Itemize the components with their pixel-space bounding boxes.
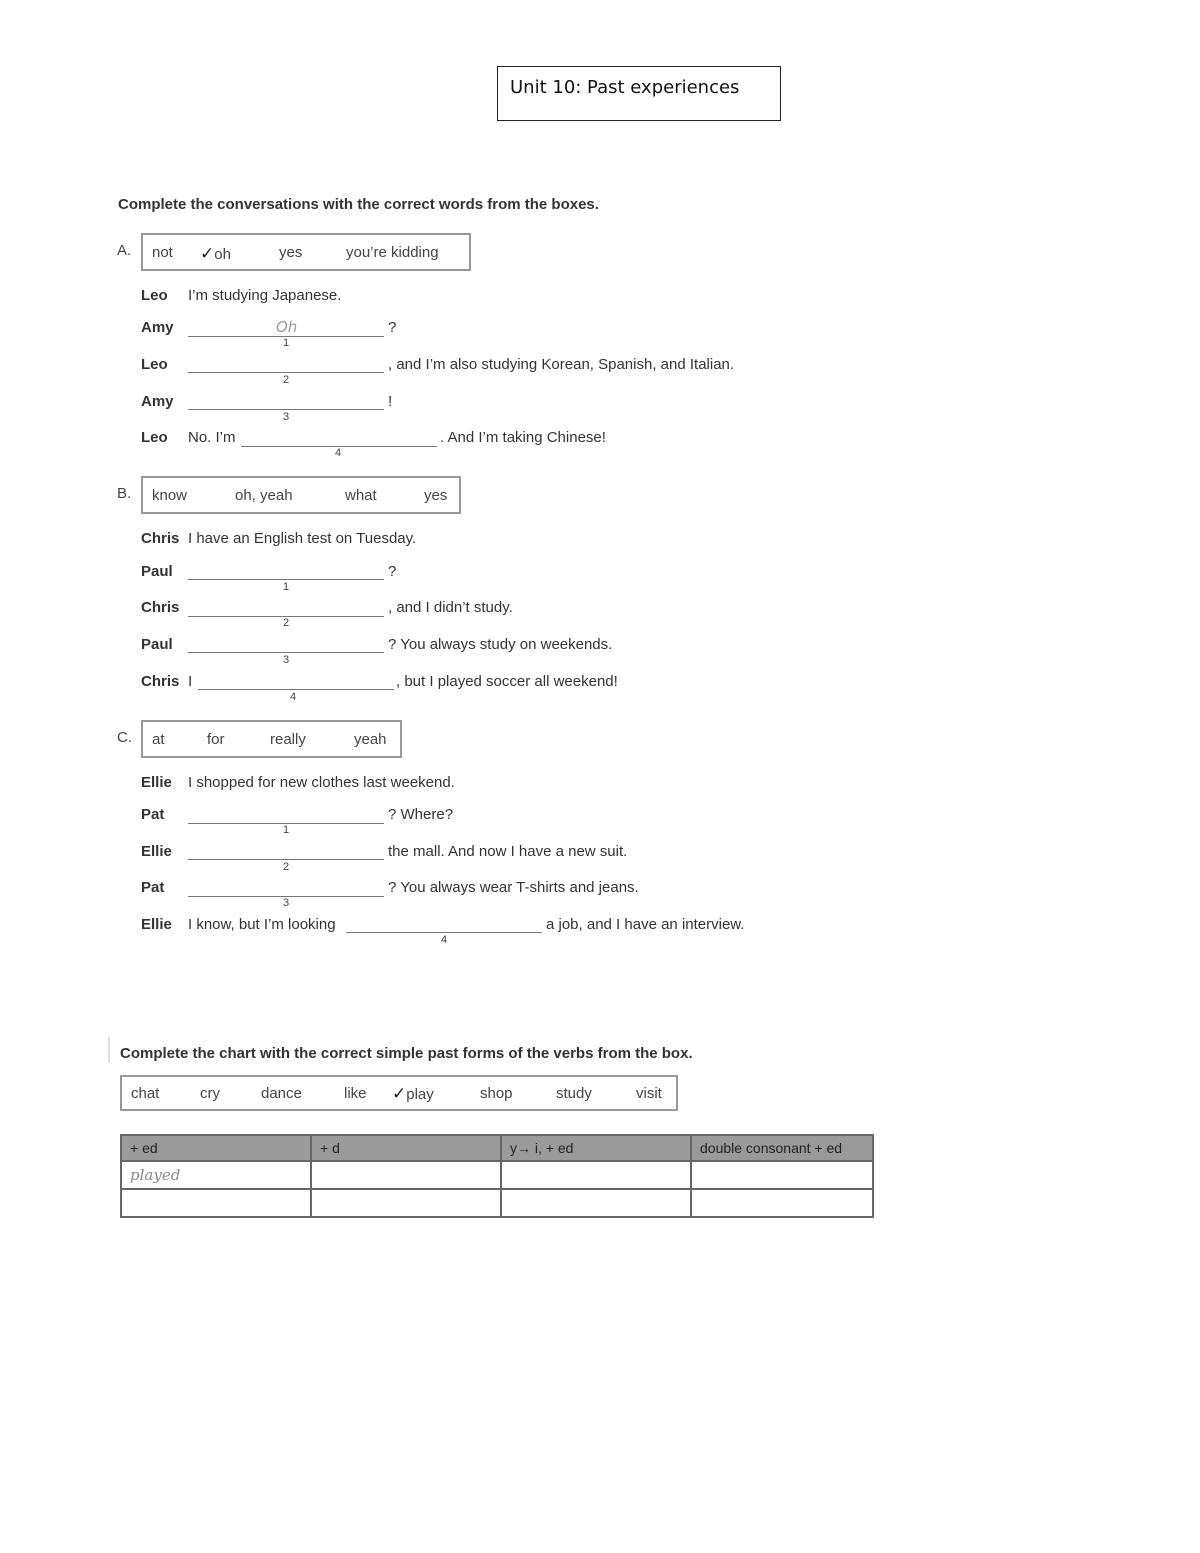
table-cell[interactable] [501,1189,691,1217]
answer-blank[interactable] [188,371,384,373]
table-cell[interactable]: played [121,1161,311,1189]
dialogue-text: a job, and I have an interview. [546,916,745,933]
example-answer: Oh [276,318,298,336]
answer-blank[interactable] [188,651,384,653]
dialogue-text: . And I’m taking Chinese! [440,429,606,446]
word-box-item: dance [261,1085,302,1102]
blank-number: 1 [283,581,290,593]
table-cell[interactable] [691,1189,873,1217]
dialogue-text: No. I’m [188,429,236,446]
section-a-letter: A. [117,242,132,259]
dialogue-text: I know, but I’m looking [188,916,336,933]
verb-word-box [120,1075,678,1111]
section-c-word-box [141,720,402,758]
word-box-item: you’re kidding [346,244,439,261]
word-box-item: oh, yeah [235,487,293,504]
dialogue-text: ? You always study on weekends. [388,636,613,653]
speaker-name: Amy [141,393,174,410]
answer-blank[interactable] [198,688,394,690]
dialogue-text: ? [388,319,397,336]
table-row [121,1161,873,1189]
section-b-word-box [141,476,461,514]
word-box-item: what [345,487,377,504]
word-box-item: not [152,244,173,261]
table-cell[interactable] [691,1161,873,1189]
word-box-item: really [270,731,306,748]
section-c-letter: C. [117,729,132,746]
divider [108,1037,110,1063]
checked-word-item: ✓play [392,1084,434,1103]
dialogue-text: ? Where? [388,806,454,823]
speaker-name: Leo [141,429,168,446]
dialogue-text: I have an English test on Tuesday. [188,530,417,547]
speaker-name: Leo [141,356,168,373]
exercise2-instruction: Complete the chart with the correct simple past forms of the verbs from the box. [120,1045,693,1062]
word-box-item: yes [424,487,448,504]
section-b-letter: B. [117,485,132,502]
speaker-name: Ellie [141,774,172,791]
dialogue-text: ? [388,563,397,580]
speaker-name: Amy [141,319,174,336]
answer-blank[interactable] [188,578,384,580]
column-header: double consonant + ed [691,1135,873,1161]
word-box-item: visit [636,1085,662,1102]
speaker-name: Chris [141,530,180,547]
answer-blank[interactable] [188,408,384,410]
blank-number: 4 [441,934,448,946]
page-title: Unit 10: Past experiences [510,77,740,98]
checked-word-item: ✓oh [200,244,231,263]
blank-number: 3 [283,897,290,909]
word-box-item: shop [480,1085,513,1102]
speaker-name: Ellie [141,916,172,933]
blank-number: 2 [283,861,290,873]
speaker-name: Paul [141,563,173,580]
table-cell[interactable] [121,1189,311,1217]
answer-blank[interactable] [346,931,542,933]
word-box-item: like [344,1085,367,1102]
word-box-item: know [152,487,188,504]
exercise1-instruction: Complete the conversations with the correct words from the boxes. [118,196,599,213]
column-header: + d [311,1135,501,1161]
speaker-name: Pat [141,806,165,823]
answer-blank[interactable] [188,858,384,860]
speaker-name: Chris [141,599,180,616]
table-row [121,1189,873,1217]
dialogue-text: , but I played soccer all weekend! [396,673,618,690]
dialogue-text: ? You always wear T-shirts and jeans. [388,879,639,896]
blank-number: 1 [283,824,290,836]
dialogue-text: ! [388,393,393,410]
word-box-item: chat [131,1085,160,1102]
verb-chart [120,1134,874,1218]
checkmark-icon: ✓ [200,244,215,263]
blank-number: 3 [283,654,290,666]
word-box-item: study [556,1085,592,1102]
dialogue-text: I shopped for new clothes last weekend. [188,774,455,791]
word-box-item: yeah [354,731,387,748]
speaker-name: Paul [141,636,173,653]
speaker-name: Chris [141,673,180,690]
dialogue-text: , and I’m also studying Korean, Spanish, and Italian. [388,356,735,373]
dialogue-text: the mall. And now I have a new suit. [388,843,628,860]
word-box-item: yes [279,244,303,261]
speaker-name: Leo [141,287,168,304]
dialogue-text: , and I didn’t study. [388,599,513,616]
table-cell[interactable] [311,1161,501,1189]
speaker-name: Pat [141,879,165,896]
table-cell[interactable] [501,1161,691,1189]
blank-number: 2 [283,374,290,386]
section-a-word-box [141,233,471,271]
column-header: y→ i, + ed [501,1135,691,1161]
blank-number: 2 [283,617,290,629]
title-box [497,66,781,121]
blank-number: 1 [283,337,290,349]
chart-header-row [121,1135,873,1161]
dialogue-text: I [188,673,193,690]
word-box-item: for [207,731,225,748]
dialogue-text: I’m studying Japanese. [188,287,342,304]
table-cell[interactable] [311,1189,501,1217]
blank-number: 4 [335,447,342,459]
word-box-item: cry [200,1085,220,1102]
word-box-item: at [152,731,165,748]
checkmark-icon: ✓ [392,1084,407,1103]
blank-number: 4 [290,691,297,703]
column-header: + ed [121,1135,311,1161]
speaker-name: Ellie [141,843,172,860]
blank-number: 3 [283,411,290,423]
